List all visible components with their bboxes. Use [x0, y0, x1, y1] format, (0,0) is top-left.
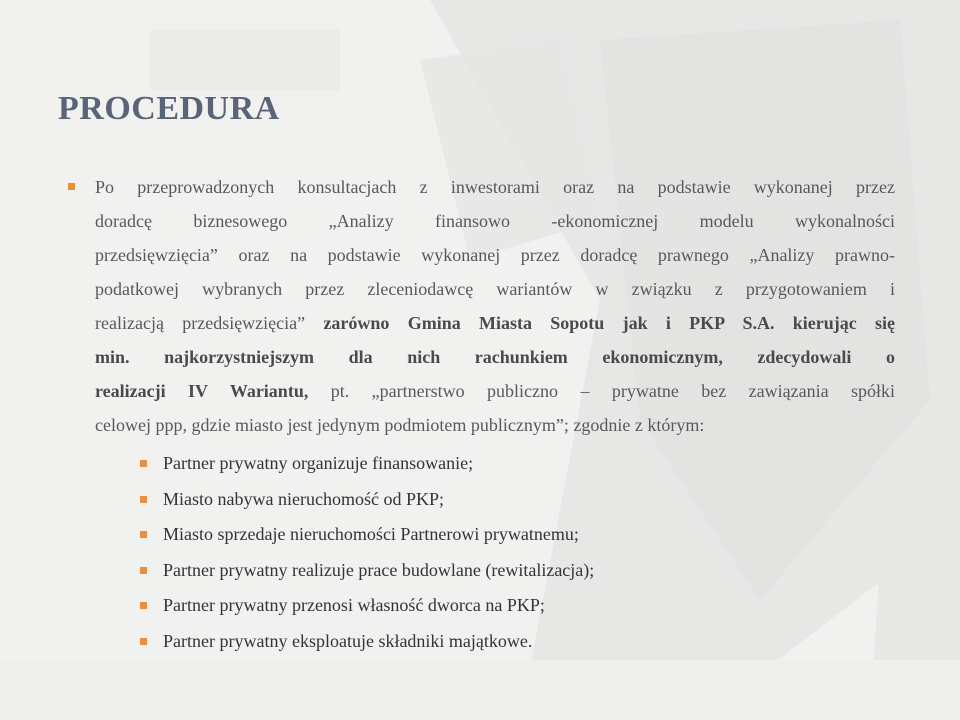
sub-bullet-text: Partner prywatny organizuje finansowanie; — [163, 453, 474, 473]
paragraph-line: doradcę biznesowego „Analizy finansowo -ekonomicznej modelu wykonalności — [95, 211, 895, 231]
orange-square-bullet-icon — [140, 638, 147, 645]
main-bullet-paragraph — [95, 170, 895, 442]
sub-bullet-text: Partner prywatny przenosi własność dworca na PKP; — [163, 595, 545, 616]
paragraph-line — [95, 374, 895, 408]
paragraph-bold-line: min. najkorzystniejszym dla nich rachunkiem ekonomicznym, zdecydowali o — [95, 347, 895, 367]
sub-bullet-item — [140, 624, 594, 660]
sub-bullet-item — [140, 517, 594, 553]
sub-bullet-item — [140, 588, 594, 624]
sub-bullet-text: Partner prywatny realizuje prace budowlane (rewitalizacja); — [163, 559, 595, 580]
orange-square-bullet-icon — [140, 460, 147, 467]
paragraph-line: celowej ppp, gdzie miasto jest jedynym podmiotem publicznym”; zgodnie z którym: — [95, 415, 705, 435]
paragraph-text: realizacją przedsięwzięcia” — [95, 313, 306, 333]
sub-bullet-text: Miasto nabywa nieruchomość od PKP; — [163, 488, 444, 509]
sub-bullet-text: Miasto sprzedaje nieruchomości Partnerowi prywatnemu; — [163, 524, 579, 545]
sub-bullet-item — [140, 482, 594, 518]
orange-square-bullet-icon — [140, 531, 147, 538]
orange-square-bullet-icon — [68, 183, 75, 190]
sub-bullet-item — [140, 553, 594, 589]
sub-bullet-item — [140, 446, 594, 482]
paragraph-line — [95, 306, 895, 340]
paragraph-line: podatkowej wybranych przez zleceniodawcę wariantów w związku z przygotowaniem i — [95, 279, 895, 299]
sub-bullet-text: Partner prywatny eksploatuje składniki majątkowe. — [163, 630, 533, 651]
paragraph-line: Po przeprowadzonych konsultacjach z inwestorami oraz na podstawie wykonanej przez — [95, 177, 895, 197]
orange-square-bullet-icon — [140, 567, 147, 574]
paragraph-bold-text: zarówno Gmina Miasta Sopotu jak i PKP S.A. kierując się — [323, 313, 895, 333]
paragraph-bold-text: realizacji IV Wariantu, — [95, 381, 309, 401]
orange-square-bullet-icon — [140, 496, 147, 503]
orange-square-bullet-icon — [140, 602, 147, 609]
paragraph-line: przedsięwzięcia” oraz na podstawie wykonanej przez doradcę prawnego „Analizy prawno- — [95, 245, 895, 265]
slide-title: PROCEDURA — [58, 90, 280, 127]
sub-bullet-list — [140, 446, 594, 660]
paragraph-text: pt. „partnerstwo publiczno – prywatne bez zawiązania spółki — [330, 381, 895, 401]
